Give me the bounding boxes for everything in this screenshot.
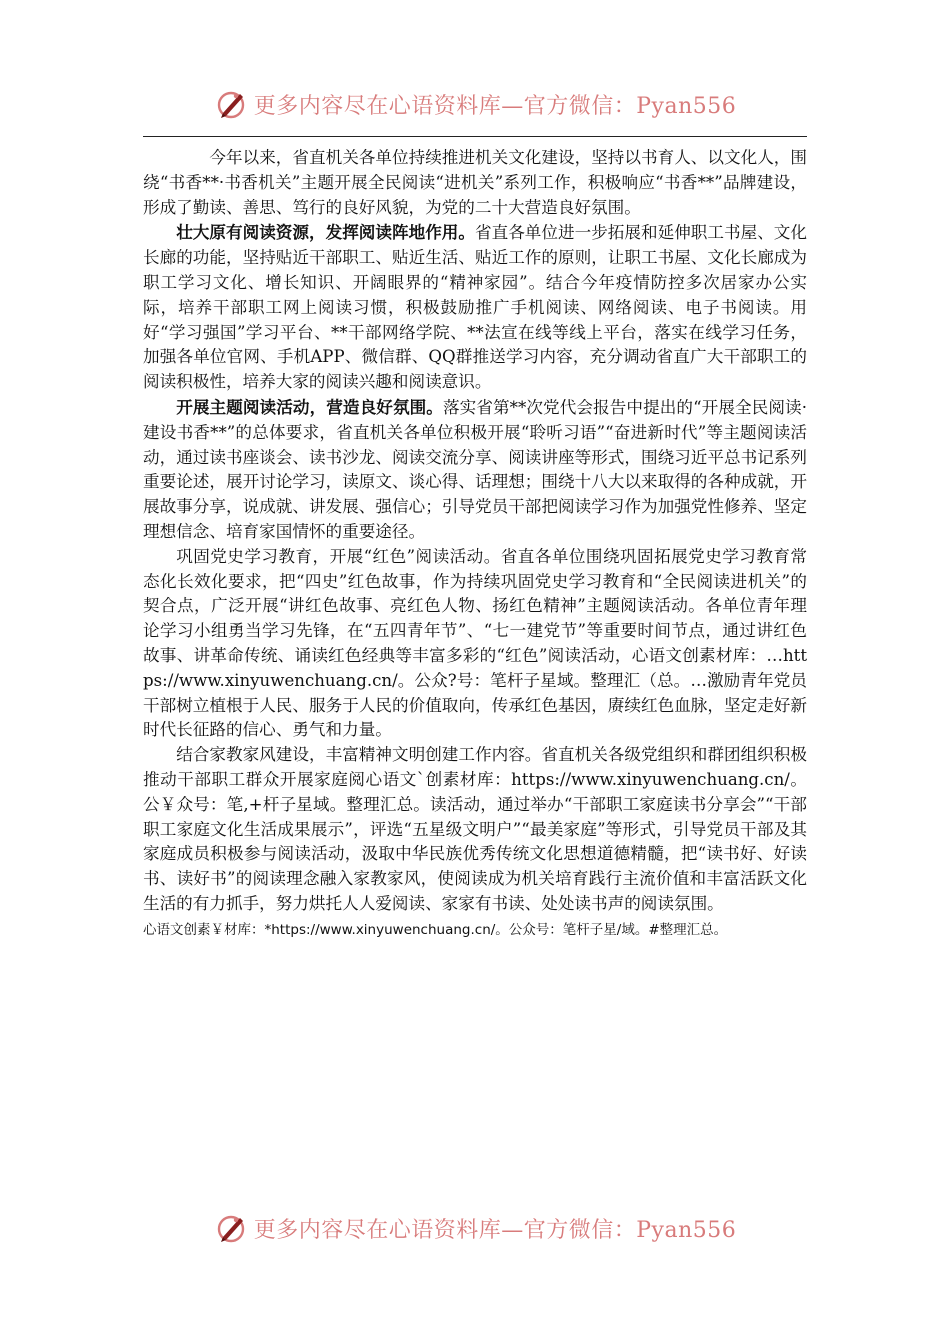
paragraph-theme-reading-text: 落实省第**次党代会报告中提出的“开展全民阅读·建设书香**”的总体要求，省直机关各单位积极开展“聆听习语”“奋进新时代”等主题阅读活动，通过读书座谈会、读书沙龙、阅读交流分享、阅读讲座等形式，围绕习近平总书记系列重要论述，展开讨论学习，读原文、谈心得、话理想；围绕十八大以来取得的各种成就，开展故事分享，说成就、讲发展、强信心；引导党员干部把阅读学习作为加强党性修养、坚定理想信念、培育家国情怀的重要途径。 [143,397,807,541]
paragraph-reading-resources-text: 省直各单位进一步拓展和延伸职工书屋、文化长廊的功能，坚持贴近干部职工、贴近生活、贴近工作的原则，让职工书屋、文化长廊成为职工学习文化、增长知识、开阔眼界的“精神家园”。结合今年疫情防控多次居家办公实际，培养干部职工网上阅读习惯，积极鼓励推广手机阅读、网络阅读、电子书阅读。用好“学习强国”学习平台、**干部网络学院、**法宣在线等线上平台，落实在线学习任务，加强各单位官网、手机APP、微信群、QQ群推送学习内容，充分调动省直广大干部职工的阅读积极性，培养大家的阅读兴趣和阅读意识。 [143,223,808,392]
paragraph-reading-resources-heading: 壮大原有阅读资源，发挥阅读阵地作用。 [176,222,475,243]
paragraph-red-reading [143,545,807,743]
paragraph-family-reading-text: 结合家教家风建设，丰富精神文明创建工作内容。省直机关各级党组织和群团组织积极推动干部职工群众开展家庭阅心语文`创素材库：https://www.xinyuwenchuang.cn/。公￥众号：笔,+杆子星域。整理汇总。读活动，通过举办“干部职工家庭读书分享会”“干部职工家庭文化生活成果展示”，评选“五星级文明户”“最美家庭”等形式，引导党员干部及其家庭成员积极参与阅读活动，汲取中华民族优秀传统文化思想道德精髓，把“读书好、好读书、读好书”的阅读理念融入家教家风，使阅读成为机关培育践行主流价值和丰富活跃文化生活的有力抓手，努力烘托人人爱阅读、家家有书读、处处读书声的阅读氛围。 [143,745,807,913]
pen-logo-icon [214,1211,248,1245]
header-divider [143,136,807,137]
paragraph-intro-text: 今年以来，省直机关各单位持续推进机关文化建设，坚持以书育人、以文化人，围绕“书香**·书香机关”主题开展全民阅读“进机关”系列工作，积极响应“书香**”品牌建设，形成了勤读、善思、笃行的良好风貌，为党的二十大营造良好氛围。 [143,148,807,217]
pen-logo-icon [214,87,248,121]
document-body [143,146,807,941]
footer-banner [0,1208,950,1248]
paragraph-intro [143,146,807,220]
footer-banner-inner [214,1211,737,1245]
paragraph-theme-reading [143,395,807,545]
paragraph-reading-resources [143,220,807,395]
paragraph-red-reading-text: 巩固党史学习教育，开展“红色”阅读活动。省直各单位围绕巩固拓展党史学习教育常态化长效化要求，把“四史”红色故事，作为持续巩固党史学习教育和“全民阅读进机关”的契合点，广泛开展“讲红色故事、亮红色人物、扬红色精神”主题阅读活动。各单位青年理论学习小组勇当学习先锋，在“五四青年节”、“七一建党节”等重要时间节点，通过讲红色故事、讲革命传统、诵读红色经典等丰富多彩的“红色”阅读活动，心语文创素材库：…https://www.xinyuwenchuang.cn/。公众?号：笔杆子星域。整理汇（总。…激励青年党员干部树立植根于人民、服务于人民的价值取向，传承红色基因，赓续红色血脉，坚定走好新时代长征路的信心、勇气和力量。 [143,546,807,740]
header-banner-text: 更多内容尽在心语资料库—官方微信：Pyan556 [253,93,737,119]
paragraph-theme-reading-heading: 开展主题阅读活动，营造良好氛围。 [176,396,443,417]
footer-banner-text: 更多内容尽在心语资料库—官方微信：Pyan556 [253,1217,737,1243]
paragraph-family-reading [143,743,807,917]
footer-note: 心语文创素￥材库：*https://www.xinyuwenchuang.cn/。公众号：笔杆子星/域。#整理汇总。 [143,921,728,938]
header-banner [0,84,950,124]
header-banner-inner [214,87,737,121]
